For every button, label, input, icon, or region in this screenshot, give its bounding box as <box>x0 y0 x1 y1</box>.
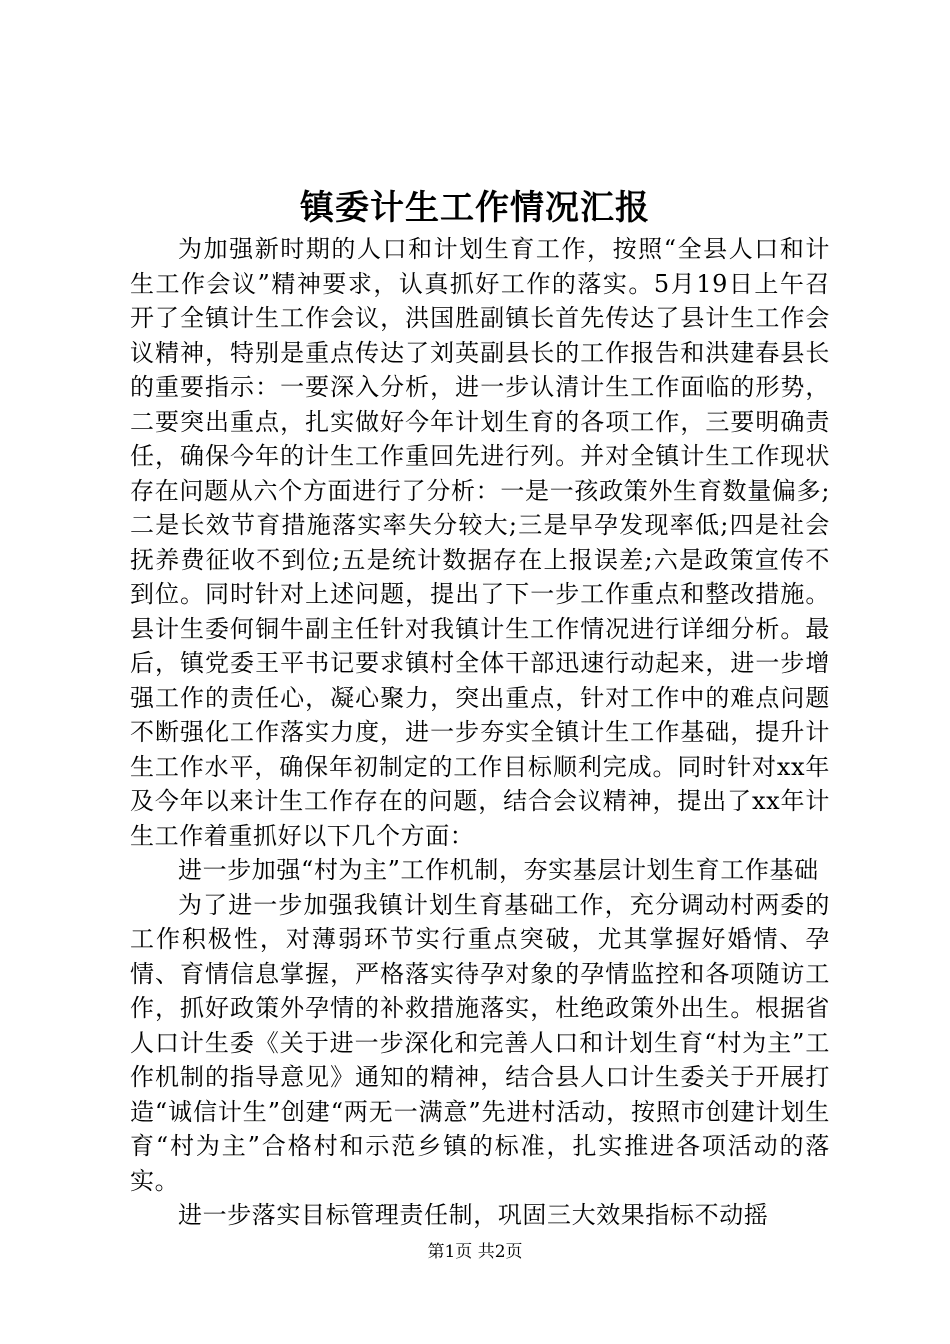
paragraph-heading-village-mechanism: 进一步加强“村为主”工作机制，夯实基层计划生育工作基础 <box>178 856 819 884</box>
paragraph-heading-target-management: 进一步落实目标管理责任制，巩固三大效果指标不动摇 <box>178 1201 769 1229</box>
paragraph-village-mechanism: 为了进一步加强我镇计划生育基础工作，充分调动村两委的工作积极性，对薄弱环节实行重点突破，尤其掌握好婚情、孕情、育情信息掌握，严格落实待孕对象的孕情监控和各项随访工作，抓好政策外孕情的补救措施落实，杜绝政策外出生。根据省人口计生委《关于进一步深化和完善人口和计划生育“村为主”工作机制的指导意见》通知的精神，结合县人口计生委关于开展打造“诚信计生”创建“两无一满意”先进村活动，按照市创建计划生育“村为主”合格村和示范乡镇的标准，扎实推进各项活动的落实。 <box>130 890 830 1195</box>
document-title: 镇委计生工作情况汇报 <box>300 188 650 228</box>
paragraph-intro: 为加强新时期的人口和计划生育工作，按照“全县人口和计生工作会议”精神要求，认真抓好工作的落实。5月19日上午召开了全镇计生工作会议，洪国胜副镇长首先传达了县计生工作会议精神，特别是重点传达了刘英副县长的工作报告和洪建春县长的重要指示：一要深入分析，进一步认清计生工作面临的形势，二要突出重点，扎实做好今年计划生育的各项工作，三要明确责任，确保今年的计生工作重回先进行列。并对全镇计生工作现状存在问题从六个方面进行了分析：一是一孩政策外生育数量偏多;二是长效节育措施落实率失分较大;三是早孕发现率低;四是社会抚养费征收不到位;五是统计数据存在上报误差;六是政策宣传不到位。同时针对上述问题，提出了下一步工作重点和整改措施。县计生委何铜牛副主任针对我镇计生工作情况进行详细分析。最后，镇党委王平书记要求镇村全体干部迅速行动起来，进一步增强工作的责任心，凝心聚力，突出重点，针对工作中的难点问题不断强化工作落实力度，进一步夯实全镇计生工作基础，提升计生工作水平，确保年初制定的工作目标顺利完成。同时针对xx年及今年以来计生工作存在的问题，结合会议精神，提出了xx年计生工作着重抓好以下几个方面： <box>130 235 830 850</box>
document-body <box>130 232 830 1233</box>
page-footer: 第1页 共2页 <box>427 1242 523 1262</box>
